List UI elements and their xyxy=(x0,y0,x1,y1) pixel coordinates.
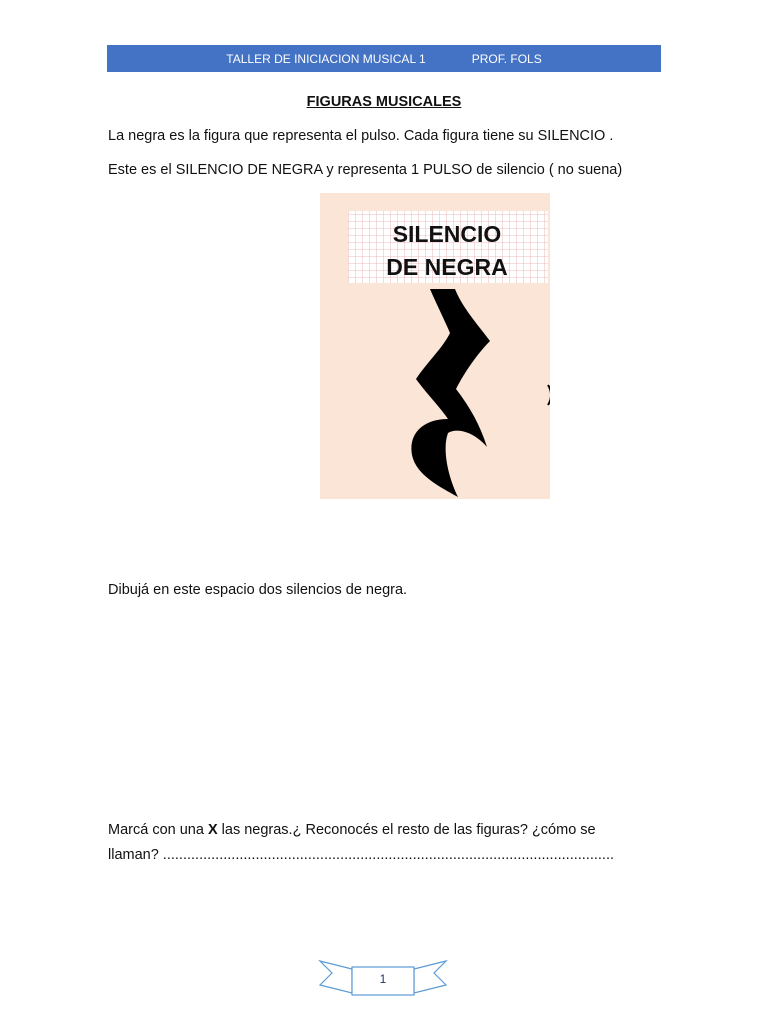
course-title: TALLER DE INICIACION MUSICAL 1 xyxy=(226,51,426,66)
header-bar xyxy=(107,45,661,72)
document-title: FIGURAS MUSICALES xyxy=(306,94,462,110)
paragraph-mark-instruction xyxy=(108,822,596,838)
paragraph-silence: Este es el SILENCIO DE NEGRA y representa 1 PULSO de silencio ( no suena) xyxy=(108,162,623,178)
paragraph-answer-line: llaman? ................................................................................................................ xyxy=(108,847,615,863)
instruction-text-end: las negras.¿ Reconocés el resto de las figuras? ¿cómo se xyxy=(217,822,596,838)
illustration-title-line1: SILENCIO xyxy=(392,221,502,247)
instruction-text-start: Marcá con una xyxy=(108,822,208,838)
instruction-x-mark: X xyxy=(207,822,218,838)
illustration-title-line2: DE NEGRA xyxy=(386,254,508,280)
paragraph-pulse: La negra es la figura que representa el pulso. Cada figura tiene su SILENCIO . xyxy=(108,128,614,144)
paragraph-draw-instruction: Dibujá en este espacio dos silencios de negra. xyxy=(108,582,408,598)
page-number: 1 xyxy=(379,972,387,986)
quarter-rest-illustration xyxy=(320,193,550,499)
teacher-name: PROF. FOLS xyxy=(471,51,542,66)
